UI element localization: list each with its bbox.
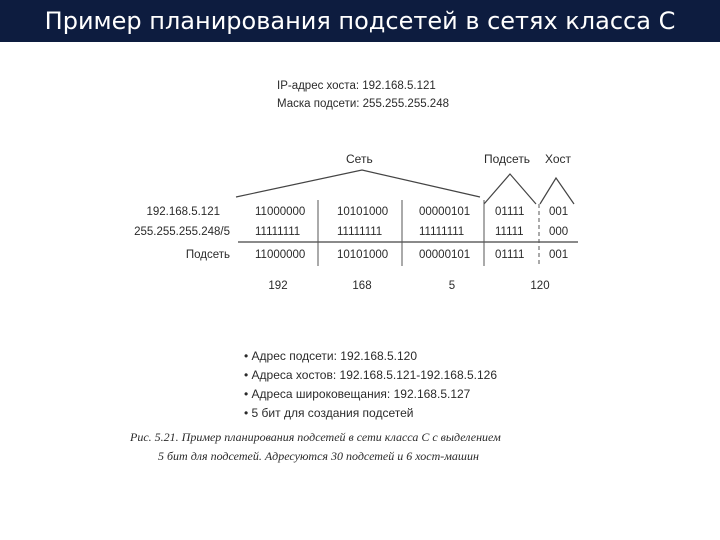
ip-subnet-bits: 01111	[495, 206, 525, 218]
decimal-octet-2: 168	[352, 280, 372, 292]
decimal-octet-4: 120	[530, 280, 550, 292]
ip-octet-3-bits: 00000101	[419, 206, 471, 218]
host-bracket	[540, 178, 574, 204]
figure-caption	[130, 428, 501, 466]
subnet-host-bits: 001	[549, 249, 569, 261]
bullet-item: • 5 бит для создания подсетей	[244, 406, 414, 420]
mask-octet-1-bits: 11111111	[255, 226, 301, 238]
bullet-list	[244, 347, 497, 423]
bullet-item: • Адреса хостов: 192.168.5.121-192.168.5.126	[244, 368, 498, 382]
mask-octet-3-bits: 11111111	[419, 226, 465, 238]
slide-title: Пример планирования подсетей в сетях класса С	[44, 7, 676, 35]
ip-octet-1-bits: 11000000	[255, 206, 306, 218]
bullet-subnet-bits: 5 бит для создания подсетей	[251, 406, 414, 420]
label-network: Сеть	[346, 152, 373, 166]
row-label-ip: 192.168.5.121	[146, 206, 220, 218]
caption-line-1: Рис. 5.21. Пример планирования подсетей в сети класса С с выделением	[130, 430, 501, 444]
subnet-octet-1-bits: 11000000	[255, 249, 306, 261]
mask-host-bits: 000	[549, 226, 569, 238]
bullet-host-addresses: Адреса хостов: 192.168.5.121-192.168.5.126	[251, 368, 498, 382]
bullet-subnet-address: Адрес подсети: 192.168.5.120	[251, 349, 418, 363]
subnet-octet-3-bits: 00000101	[419, 249, 471, 261]
row-label-subnet: Подсеть	[185, 249, 230, 261]
label-host: Хост	[545, 152, 572, 166]
network-bracket	[236, 170, 480, 197]
row-label-mask: 255.255.255.248/5	[134, 226, 230, 238]
subnet-bracket	[484, 174, 536, 204]
caption-line-2: 5 бит для подсетей. Адресуются 30 подсетей и 6 хост-машин	[158, 449, 479, 463]
subnet-octet-2-bits: 10101000	[337, 249, 389, 261]
decimal-octet-3: 5	[448, 280, 456, 292]
subnet-mask-line: Маска подсети: 255.255.255.248	[277, 98, 449, 110]
bullet-item: • Адрес подсети: 192.168.5.120	[244, 349, 418, 363]
label-subnet: Подсеть	[484, 152, 531, 166]
mask-octet-2-bits: 11111111	[337, 226, 383, 238]
bullet-broadcast-address: Адреса широковещания: 192.168.5.127	[251, 387, 471, 401]
bullet-item: • Адреса широковещания: 192.168.5.127	[244, 387, 471, 401]
decimal-octet-1: 192	[268, 280, 288, 292]
ip-address-line: IP-адрес хоста: 192.168.5.121	[277, 80, 436, 92]
subnet-subnet-bits: 01111	[495, 249, 525, 261]
mask-subnet-bits: 11111	[495, 226, 524, 238]
ip-host-bits: 001	[549, 206, 569, 218]
ip-octet-2-bits: 10101000	[337, 206, 389, 218]
